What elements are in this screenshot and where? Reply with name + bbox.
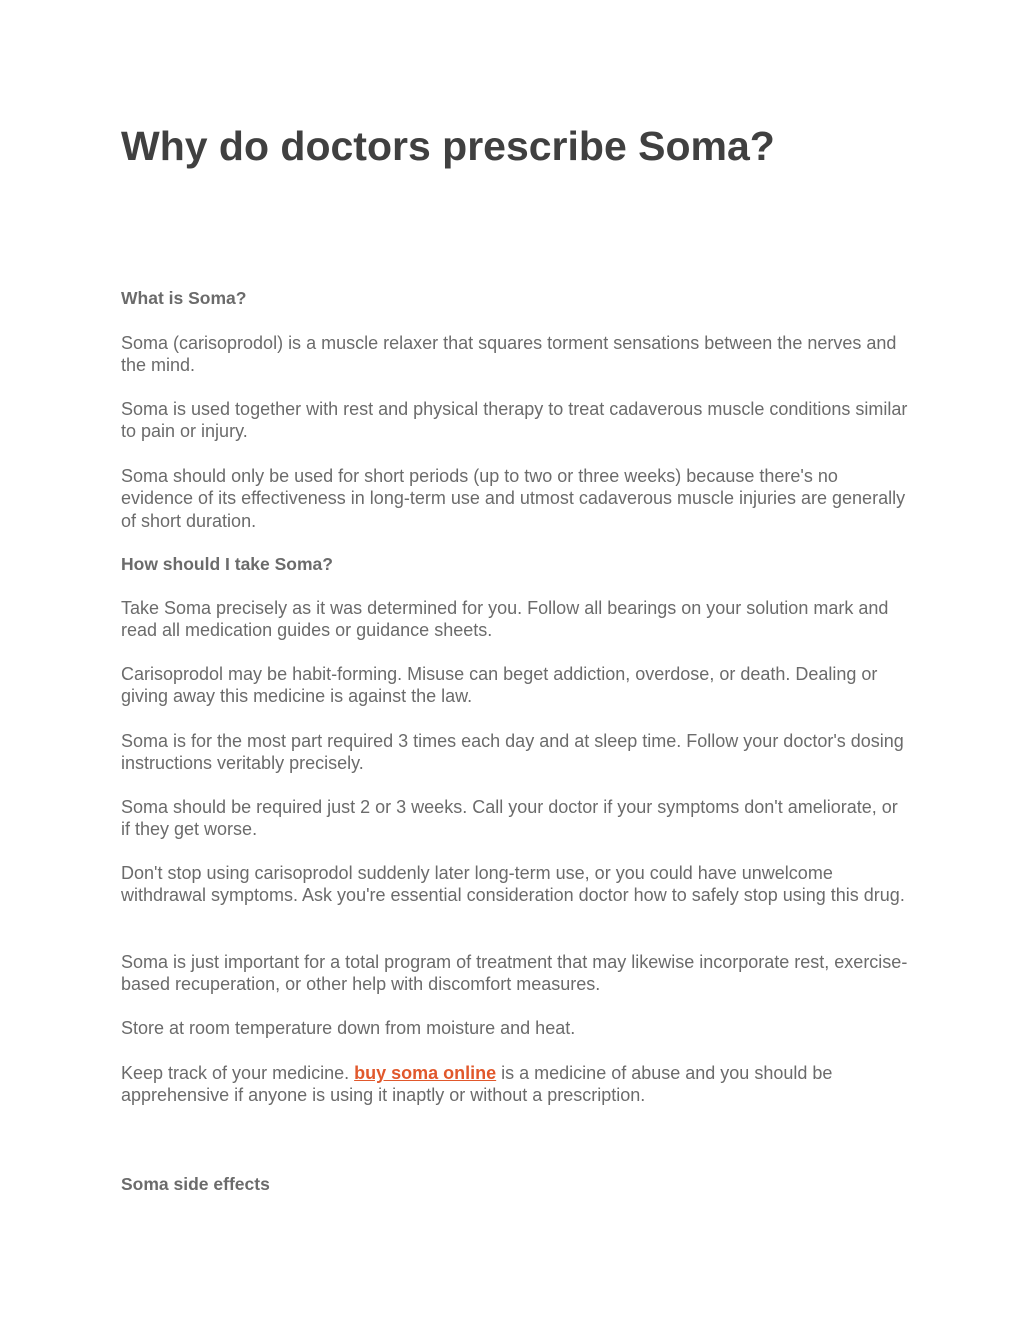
buy-soma-online-link[interactable]: buy soma online: [354, 1063, 497, 1083]
paragraph-2: Soma is used together with rest and physical therapy to treat cadaverous muscle conditions similar to pain or injury.: [121, 399, 908, 442]
paragraph-7: Soma should be required just 2 or 3 weeks. Call your doctor if your symptoms don't ameliorate, or if they get worse.: [121, 797, 898, 840]
paragraph-11-text-after: is a medicine of abuse and you should be apprehensive if anyone is using it inaptly or without a prescription.: [121, 1063, 833, 1106]
paragraph-9: Soma is just important for a total program of treatment that may likewise incorporate rest, exercise-based recuperation, or other help with discomfort measures.: [121, 952, 908, 995]
paragraph-11: [121, 1062, 911, 1107]
paragraph-6: Soma is for the most part required 3 times each day and at sleep time. Follow your doctor's dosing instructions veritably precisely.: [121, 731, 904, 774]
paragraph-11-text-before: Keep track of your medicine.: [121, 1063, 355, 1083]
paragraph-4: Take Soma precisely as it was determined for you. Follow all bearings on your solution mark and read all medication guides or guidance sheets.: [121, 598, 889, 641]
section-heading-what-is-soma: What is Soma?: [121, 288, 247, 308]
section-heading-side-effects: Soma side effects: [121, 1174, 270, 1194]
paragraph-10: Store at room temperature down from moisture and heat.: [121, 1018, 576, 1038]
section-heading-how-to-take: How should I take Soma?: [121, 554, 333, 574]
paragraph-3: Soma should only be used for short periods (up to two or three weeks) because there's no evidence of its effectiveness in long-term use and utmost cadaverous muscle injuries are generally of short duration.: [121, 466, 906, 531]
paragraph-5: Carisoprodol may be habit-forming. Misuse can beget addiction, overdose, or death. Dealing or giving away this medicine is against the law.: [121, 664, 878, 707]
paragraph-1: Soma (carisoprodol) is a muscle relaxer that squares torment sensations between the nerves and the mind.: [121, 333, 897, 376]
paragraph-8: Don't stop using carisoprodol suddenly later long-term use, or you could have unwelcome withdrawal symptoms. Ask you're essential consideration doctor how to safely stop using this drug.: [121, 863, 905, 906]
page-title: Why do doctors prescribe Soma?: [121, 123, 775, 169]
